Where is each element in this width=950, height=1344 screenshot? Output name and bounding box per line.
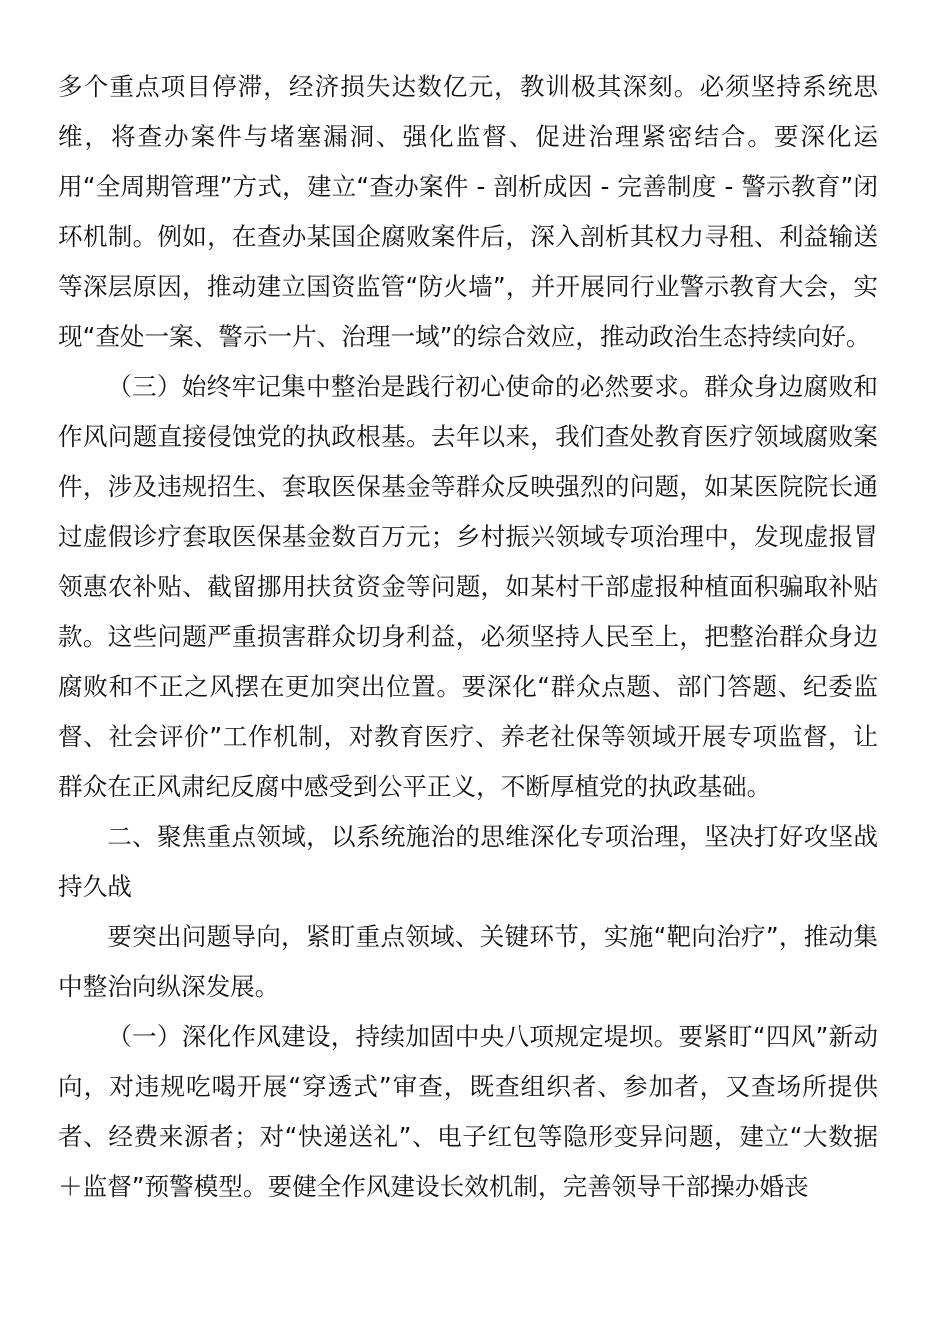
- document-page: [58, 62, 878, 1212]
- body-paragraph-continued: 多个重点项目停滞，经济损失达数亿元，教训极其深刻。必须坚持系统思维，将查办案件与堵塞漏洞、强化监督、促进治理紧密结合。要深化运用“全周期管理”方式，建立“查办案件 - 剖析成因 - 完善制度 - 警示教育”闭环机制。例如，在查办某国企腐败案件后，深入剖析其权力寻租、利益输送等深层原因，推动建立国资监管“防火墙”，并开展同行业警示教育大会，实现“查处一案、警示一片、治理一域”的综合效应，推动政治生态持续向好。: [58, 72, 878, 351]
- body-paragraph-intro: 要突出问题导向，紧盯重点领域、关键环节，实施“靶向治疗”，推动集中整治向纵深发展。: [58, 922, 878, 1001]
- body-paragraph-subsection-one: （一）深化作风建设，持续加固中央八项规定堤坝。要紧盯“四风”新动向，对违规吃喝开展“穿透式”审查，既查组织者、参加者，又查场所提供者、经费来源者；对“快递送礼”、电子红包等隐形变异问题，建立“大数据＋监督”预警模型。要健全作风建设长效机制，完善领导干部操办婚丧: [58, 1022, 878, 1201]
- section-heading-two: 二、聚焦重点领域，以系统施治的思维深化专项治理，坚决打好攻坚战持久战: [58, 822, 878, 901]
- body-paragraph-section-three: （三）始终牢记集中整治是践行初心使命的必然要求。群众身边腐败和作风问题直接侵蚀党的执政根基。去年以来，我们查处教育医疗领域腐败案件，涉及违规招生、套取医保基金等群众反映强烈的问题，如某医院院长通过虚假诊疗套取医保基金数百万元；乡村振兴领域专项治理中，发现虚报冒领惠农补贴、截留挪用扶贫资金等问题，如某村干部虚报种植面积骗取补贴款。这些问题严重损害群众切身利益，必须坚持人民至上，把整治群众身边腐败和不正之风摆在更加突出位置。要深化“群众点题、部门答题、纪委监督、社会评价”工作机制，对教育医疗、养老社保等领域开展专项监督，让群众在正风肃纪反腐中感受到公平正义，不断厚植党的执政基础。: [58, 372, 878, 801]
